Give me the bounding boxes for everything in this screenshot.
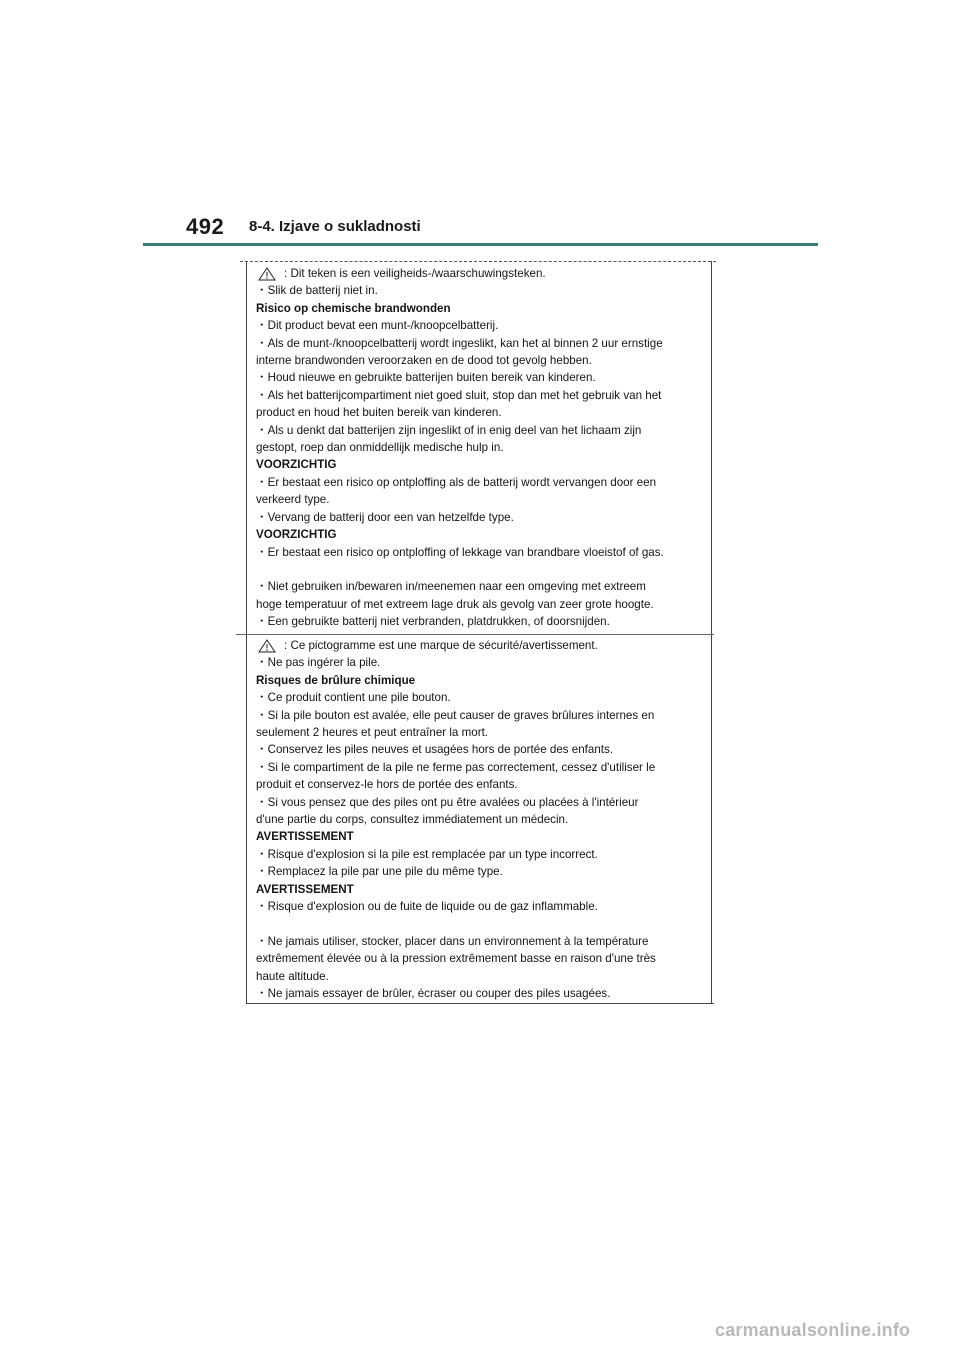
notice-line: ・Als de munt-/knoopcelbatterij wordt ingeslikt, kan het al binnen 2 uur ernstige [256,336,663,350]
notice-line: ・Er bestaat een risico op ontploffing of lekkage van brandbare vloeistof of gas. [256,545,664,559]
notice-heading: Risques de brûlure chimique [256,673,416,687]
notice-line: ・Si la pile bouton est avalée, elle peut causer de graves brûlures internes en [256,708,655,722]
section-title: 8-4. Izjave o sukladnosti [249,218,421,235]
header-rule [143,243,818,246]
notice-line: ・Vervang de batterij door een van hetzelfde type. [256,510,514,524]
notice-line: product en houd het buiten bereik van kinderen. [256,406,502,420]
notice-heading: AVERTISSEMENT [256,882,354,896]
notice-heading: AVERTISSEMENT [256,830,354,844]
notice-line: ・Ne jamais utiliser, stocker, placer dans un environnement à la température [256,934,649,948]
notice-line: ・Als het batterijcompartiment niet goed sluit, stop dan met het gebruik van het [256,388,662,402]
notice-spacer [256,561,706,578]
notice-line: ・Als u denkt dat batterijen zijn ingeslikt of in enig deel van het lichaam zijn [256,423,642,437]
notice-heading: VOORZICHTIG [256,458,337,472]
notice-line: ・Ne jamais essayer de brûler, écraser ou couper des piles usagées. [256,987,611,1001]
notice-line: ・Si vous pensez que des piles ont pu être avalées ou placées à l'intérieur [256,795,639,809]
notice-line: ・Een gebruikte batterij niet verbranden, platdrukken, of doorsnijden. [256,615,610,629]
notice-heading: Risico op chemische brandwonden [256,301,451,315]
watermark: carmanualsonline.info [715,1320,911,1340]
notice-line: ・Conservez les piles neuves et usagées hors de portée des enfants. [256,743,614,757]
notice-line: ・Houd nieuwe en gebruikte batterijen buiten bereik van kinderen. [256,371,596,385]
warning-triangle-icon [258,267,276,281]
notice-line: ・Slik de batterij niet in. [256,284,378,298]
notice-french [256,637,706,1003]
notice-line: gestopt, roep dan onmiddellijk medische hulp in. [256,441,504,455]
notice-line: seulement 2 heures et peut entraîner la mort. [256,726,489,740]
symbol-line-text: : Dit teken is een veiligheids-/waarschuwingsteken. [284,267,546,280]
notice-box-bottom-rule [246,1003,714,1004]
notice-lines [256,282,706,630]
notice-spacer [256,916,706,933]
notice-line: ・Ce produit contient une pile bouton. [256,691,451,705]
notice-line: ・Niet gebruiken in/bewaren in/meenemen naar een omgeving met extreem [256,580,646,594]
notice-line: d'une partie du corps, consultez immédiatement un médecin. [256,813,569,827]
notice-dutch [256,265,706,631]
notice-box-top-rule [240,261,716,262]
page-number: 492 [186,214,225,239]
notice-line: ・Risque d'explosion ou de fuite de liquide ou de gaz inflammable. [256,900,598,914]
notice-line: ・Dit product bevat een munt-/knoopcelbatterij. [256,319,499,333]
symbol-line [256,637,706,654]
notice-line: hoge temperatuur of met extreem lage druk als gevolg van zeer grote hoogte. [256,597,654,611]
notice-heading: VOORZICHTIG [256,528,337,542]
notice-line: ・Er bestaat een risico op ontploffing als de batterij wordt vervangen door een [256,475,657,489]
notice-line: haute altitude. [256,969,329,983]
notice-line: produit et conservez-le hors de portée des enfants. [256,778,518,792]
warning-triangle-icon [258,639,276,653]
notice-line: verkeerd type. [256,493,330,507]
notice-line: extrêmement élevée ou à la pression extrêmement basse en raison d'une très [256,952,656,966]
notice-line: ・Risque d'explosion si la pile est remplacée par un type incorrect. [256,847,598,861]
notice-lines [256,654,706,1002]
notice-line: ・Si le compartiment de la pile ne ferme pas correctement, cessez d'utiliser le [256,760,656,774]
notice-line: interne brandwonden veroorzaken en de dood tot gevolg hebben. [256,354,592,368]
notice-line: ・Ne pas ingérer la pile. [256,656,381,670]
notice-box-divider [236,634,714,635]
notice-line: ・Remplacez la pile par une pile du même type. [256,865,503,879]
symbol-line [256,265,706,282]
symbol-line-text: : Ce pictogramme est une marque de sécurité/avertissement. [284,639,598,652]
